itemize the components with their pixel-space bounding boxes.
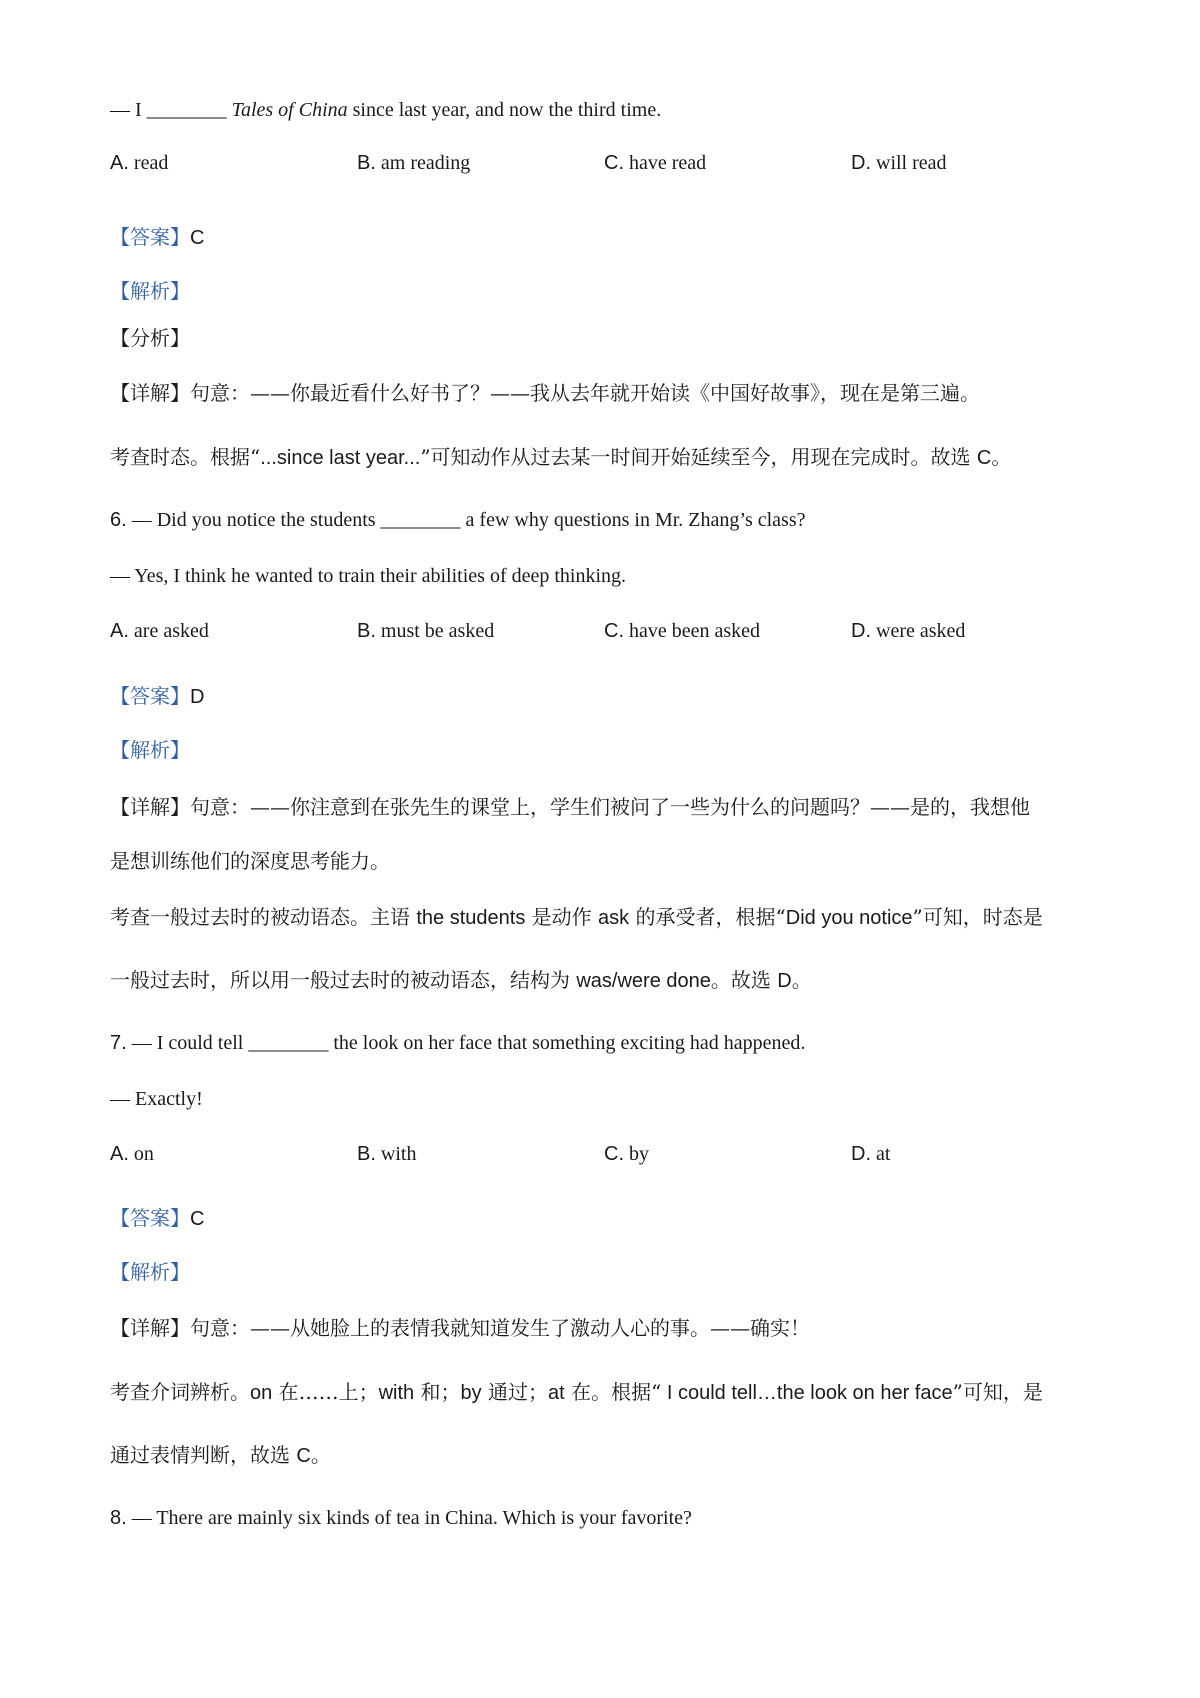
analysis-tag: 【解析】 (110, 279, 190, 303)
q6-option-c (604, 621, 760, 641)
q6-detail-line2 (110, 851, 390, 871)
option-text: must be asked (380, 620, 495, 642)
explain-text: 的承受者，根据“ (629, 905, 786, 929)
option-label: A. (110, 152, 129, 174)
detail-tag: 【详解】 (110, 795, 190, 819)
q5-stem-prefix: — I ________ (110, 99, 232, 121)
q7-reply-text: — Exactly! (110, 1088, 203, 1110)
explain-text: 和； (414, 1380, 461, 1404)
option-text: am reading (380, 152, 471, 174)
explain-choice: C (976, 447, 992, 469)
option-label: C. (604, 1143, 624, 1165)
q7-option-b (357, 1144, 416, 1164)
explain-choice: D (777, 970, 792, 992)
detail-text: 是想训练他们的深度思考能力。 (110, 849, 390, 873)
explain-text: 。 (791, 968, 812, 992)
explain-text: 。 (991, 445, 1012, 469)
explain-choice: C (296, 1445, 311, 1467)
fenxi-tag: 【分析】 (110, 326, 190, 350)
answer-tag: 【答案】 (110, 225, 190, 249)
q5-book-title: Tales of China (231, 99, 348, 121)
option-text: have been asked (629, 620, 761, 642)
q8-stem (110, 1508, 692, 1528)
q7-reply (110, 1089, 203, 1109)
explain-term: on (250, 1382, 273, 1404)
detail-text: 句意：——从她脸上的表情我就知道发生了激动人心的事。——确实！ (190, 1316, 810, 1340)
option-label: D. (851, 152, 871, 174)
q7-question-text: — I could tell ________ the look on her face that something exciting had happened. (126, 1032, 806, 1054)
q7-option-a (110, 1144, 154, 1164)
explain-text: 在……上； (272, 1380, 379, 1404)
option-text: with (380, 1143, 417, 1165)
q7-option-d (851, 1144, 890, 1164)
explain-quote: I could tell…the look on her face (661, 1382, 953, 1404)
q6-option-a (110, 621, 209, 641)
q7-detail (110, 1318, 810, 1338)
q6-analysis (110, 740, 190, 761)
option-label: D. (851, 620, 871, 642)
explain-text: 考查一般过去时的被动语态。主语 (110, 905, 417, 929)
q6-option-d (851, 621, 965, 641)
option-label: A. (110, 620, 129, 642)
detail-text: 句意：——你注意到在张先生的课堂上，学生们被问了一些为什么的问题吗？——是的，我想他 (190, 795, 1030, 819)
option-label: C. (604, 152, 624, 174)
answer-value: C (190, 1208, 205, 1230)
option-text: have read (629, 152, 707, 174)
q7-option-c (604, 1144, 649, 1164)
explain-text: 是动作 (525, 905, 599, 929)
option-text: are asked (133, 620, 209, 642)
explain-term: ask (598, 907, 630, 929)
analysis-tag: 【解析】 (110, 738, 190, 762)
q7-answer (110, 1208, 204, 1229)
q5-explanation (110, 447, 1011, 468)
explain-term: at (548, 1382, 565, 1404)
answer-tag: 【答案】 (110, 684, 190, 708)
detail-text: 句意：——你最近看什么好书了？——我从去年就开始读《中国好故事》，现在是第三遍。 (190, 381, 980, 405)
q6-explanation-line1 (110, 907, 1043, 928)
q7-analysis (110, 1262, 190, 1283)
explain-term: the students (416, 907, 526, 929)
explain-quote: Did you notice (785, 907, 913, 929)
option-text: on (133, 1143, 154, 1165)
explain-text: ”可知，时态是 (912, 905, 1043, 929)
detail-tag: 【详解】 (110, 1316, 190, 1340)
explain-term: was/were done (576, 970, 711, 992)
explain-term: with (378, 1382, 415, 1404)
option-label: D. (851, 1143, 871, 1165)
q6-answer (110, 686, 204, 707)
q6-reply-text: — Yes, I think he wanted to train their abilities of deep thinking. (110, 565, 627, 587)
explain-text: 通过； (481, 1380, 549, 1404)
explain-text: 考查介词辨析。 (110, 1380, 250, 1404)
explain-text: 。故选 (710, 968, 778, 992)
q5-stem (110, 100, 661, 120)
question-number: 6. (110, 509, 127, 531)
q5-option-c (604, 153, 706, 173)
detail-tag: 【详解】 (110, 381, 190, 405)
answer-value: C (190, 227, 205, 249)
explain-quote: ...since last year... (260, 447, 421, 469)
q5-option-b (357, 153, 470, 173)
question-number: 8. (110, 1507, 127, 1529)
option-text: by (629, 1143, 649, 1165)
option-text: at (876, 1143, 891, 1165)
analysis-tag: 【解析】 (110, 1260, 190, 1284)
answer-value: D (190, 686, 205, 708)
explain-text: 一般过去时，所以用一般过去时的被动语态，结构为 (110, 968, 577, 992)
q6-detail-line1 (110, 797, 1030, 817)
option-label: B. (357, 1143, 376, 1165)
q5-stem-suffix: since last year, and now the third time. (347, 99, 662, 121)
option-text: were asked (876, 620, 966, 642)
q5-analysis (110, 281, 190, 302)
q5-option-a (110, 153, 168, 173)
explain-term: by (460, 1382, 482, 1404)
q6-question-text: — Did you notice the students ________ a few why questions in Mr. Zhang’s class? (126, 509, 806, 531)
explain-text: 。 (310, 1443, 331, 1467)
q6-reply (110, 566, 626, 586)
q6-option-b (357, 621, 494, 641)
explain-text: ”可知，是 (952, 1380, 1043, 1404)
q5-fenxi (110, 328, 190, 348)
q7-explanation-line1 (110, 1382, 1043, 1403)
q5-option-d (851, 153, 947, 173)
option-text: will read (876, 152, 947, 174)
answer-tag: 【答案】 (110, 1206, 190, 1230)
q7-stem (110, 1033, 805, 1053)
q7-explanation-line2 (110, 1445, 331, 1466)
option-label: B. (357, 152, 376, 174)
q8-question-text: — There are mainly six kinds of tea in China. Which is your favorite? (126, 1507, 692, 1529)
option-label: C. (604, 620, 624, 642)
q5-answer (110, 227, 204, 248)
explain-text: 在。根据“ (564, 1380, 662, 1404)
question-number: 7. (110, 1032, 127, 1054)
option-label: A. (110, 1143, 129, 1165)
explain-text: 考查时态。根据“ (110, 445, 261, 469)
q5-detail (110, 383, 980, 403)
q6-stem (110, 510, 806, 530)
option-label: B. (357, 620, 376, 642)
q6-explanation-line2 (110, 970, 812, 991)
explain-text: 通过表情判断，故选 (110, 1443, 297, 1467)
explain-text: ”可知动作从过去某一时间开始延续至今，用现在完成时。故选 (420, 445, 977, 469)
option-text: read (133, 152, 169, 174)
